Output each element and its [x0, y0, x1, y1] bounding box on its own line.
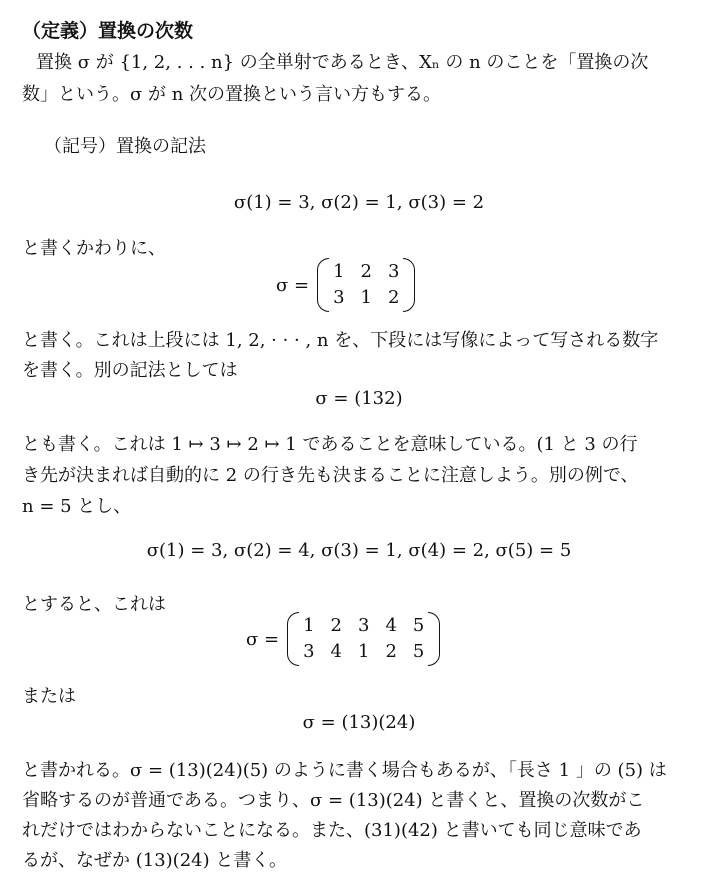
- matrix-cell: 2: [385, 641, 397, 662]
- para3-line2: き先が決まれば自動的に 2 の行き先も決まることに注意しよう。別の例で、: [22, 465, 639, 486]
- equation-3: σ(1) = 3, σ(2) = 4, σ(3) = 1, σ(4) = 2, σ(5) = 5: [146, 540, 572, 561]
- matrix-cell: 5: [412, 641, 425, 662]
- matrix-equation-2: [246, 612, 440, 666]
- para4-line2: 省略するのが普通である。つまり、σ = (13)(24) と書くと、置換の次数がこ: [22, 790, 645, 811]
- para2-line2: を書く。別の記法としては: [22, 360, 238, 381]
- matrix-cell: 1: [360, 287, 372, 308]
- matrix-cell: 2: [360, 261, 372, 282]
- matrix-2-body: [299, 615, 428, 663]
- matrix-cell: 3: [303, 641, 315, 662]
- matrix-cell: 1: [358, 641, 370, 662]
- right-paren: [428, 612, 440, 666]
- para3-line1: とも書く。これは 1 ↦ 3 ↦ 2 ↦ 1 であることを意味している。(1 と 3 の行: [22, 434, 638, 455]
- matrix-cell: 1: [303, 615, 315, 636]
- text-or: または: [22, 686, 76, 707]
- matrix-cell: 4: [385, 615, 397, 636]
- para4-line3: れだけではわからないことになる。また、(31)(42) と書いても同じ意味であ: [22, 820, 642, 841]
- text-then: とすると、これは: [22, 594, 166, 615]
- matrix-cell: 3: [333, 287, 345, 308]
- matrix-cell: 2: [330, 615, 342, 636]
- notation-heading: （記号）置換の記法: [44, 136, 206, 157]
- para4-line1: と書かれる。σ = (13)(24)(5) のように書く場合もあるが、「長さ 1 」の (5) は: [22, 760, 667, 781]
- matrix-cell: 5: [412, 615, 425, 636]
- left-paren: [287, 612, 299, 666]
- para1-line1: 置換 σ が {1, 2, . . . n} の全単射であるとき、Xₙ の n のことを「置換の次: [36, 52, 649, 73]
- matrix-1: [317, 258, 415, 312]
- matrix-equation-1: [276, 258, 415, 312]
- definition-heading: （定義）置換の次数: [22, 20, 194, 42]
- text-instead: と書くかわりに、: [22, 238, 166, 259]
- matrix-2: [287, 612, 440, 666]
- matrix-cell: 2: [388, 287, 400, 308]
- sigma-equals: σ =: [246, 628, 280, 650]
- para2-line1: と書く。これは上段には 1, 2, · · · , n を、下段には写像によって写される数字: [22, 330, 659, 351]
- matrix-cell: 3: [358, 615, 370, 636]
- para3-line3: n = 5 とし、: [22, 496, 132, 517]
- right-paren: [403, 258, 415, 312]
- equation-1: σ(1) = 3, σ(2) = 1, σ(3) = 2: [233, 192, 485, 213]
- left-paren: [317, 258, 329, 312]
- para4-line4: るが、なぜか (13)(24) と書く。: [22, 850, 287, 871]
- equation-4: σ = (13)(24): [302, 712, 416, 733]
- matrix-cell: 3: [388, 261, 400, 282]
- equation-2: σ = (132): [315, 388, 403, 409]
- matrix-cell: 4: [330, 641, 342, 662]
- matrix-1-body: [329, 261, 403, 309]
- para1-line2: 数」という。σ が n 次の置換という言い方もする。: [22, 84, 442, 105]
- sigma-equals: σ =: [276, 274, 310, 296]
- matrix-cell: 1: [333, 261, 345, 282]
